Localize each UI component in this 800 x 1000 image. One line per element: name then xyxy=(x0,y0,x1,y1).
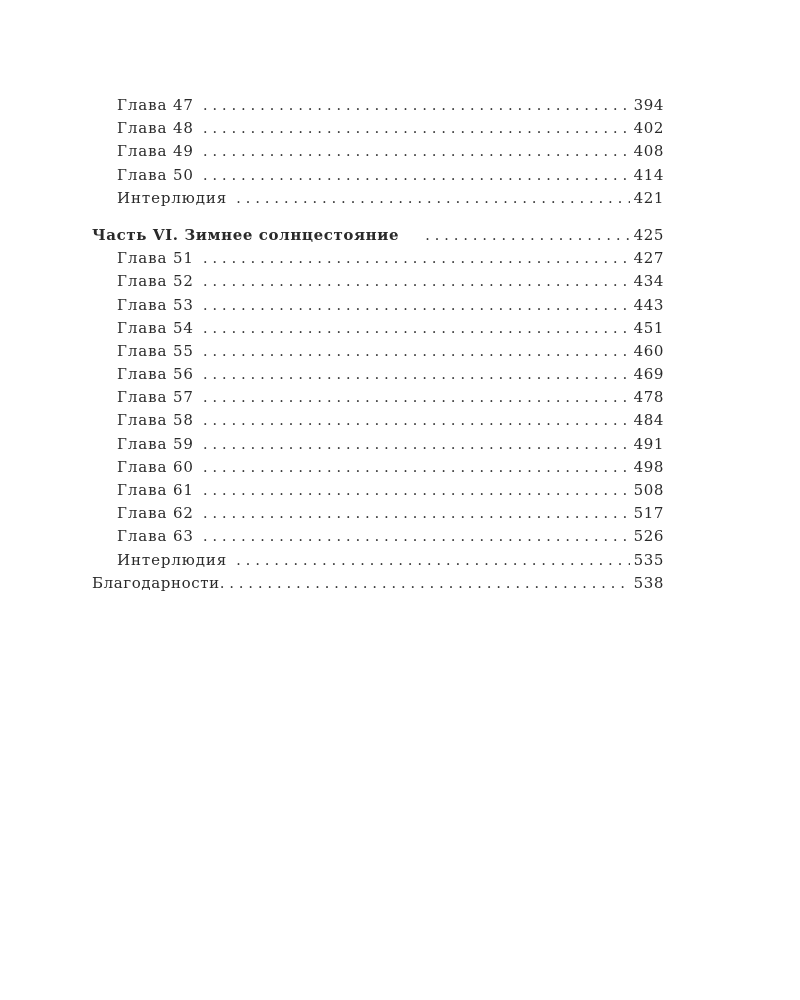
toc-entry-title: Глава 48 xyxy=(117,119,194,138)
toc-page-number: 535 xyxy=(633,550,664,569)
toc-page-number: 498 xyxy=(633,457,664,476)
toc-entry xyxy=(92,409,664,432)
toc-entry xyxy=(92,456,664,479)
toc-entry xyxy=(92,525,664,548)
dot-leader xyxy=(203,164,630,187)
dot-leader xyxy=(236,549,629,572)
dot-leader xyxy=(220,572,630,595)
toc-entry-title: Благодарности xyxy=(92,573,220,592)
toc-entry xyxy=(92,433,664,456)
toc-entry-title: Глава 58 xyxy=(117,411,194,430)
dot-leader xyxy=(236,187,629,210)
toc-entry xyxy=(92,549,664,572)
dot-leader xyxy=(203,479,630,502)
toc-page-number: 451 xyxy=(633,318,664,337)
toc-page-number: 491 xyxy=(633,434,664,453)
table-of-contents xyxy=(92,94,664,595)
toc-page-number: 425 xyxy=(633,225,664,244)
toc-entry-title: Глава 61 xyxy=(117,481,194,499)
toc-entry-title: Интерлюдия xyxy=(117,550,228,569)
dot-leader xyxy=(203,386,630,409)
toc-entry-title: Глава 51 xyxy=(117,249,194,268)
toc-page-number: 421 xyxy=(633,188,664,207)
toc-entry xyxy=(92,164,664,187)
dot-leader xyxy=(203,433,630,456)
toc-entry xyxy=(92,479,664,502)
toc-entry-acknowledgements xyxy=(92,572,664,595)
toc-page-number: 434 xyxy=(633,272,664,291)
toc-page-number: 538 xyxy=(633,573,664,592)
dot-leader xyxy=(203,317,630,340)
toc-entry-title: Интерлюдия xyxy=(117,188,228,207)
toc-page-number: 443 xyxy=(633,295,664,314)
toc-entry-title: Глава 63 xyxy=(117,527,194,546)
toc-entry-title: Глава 56 xyxy=(117,365,194,384)
toc-part-heading xyxy=(92,224,664,247)
toc-entry xyxy=(92,340,664,363)
dot-leader xyxy=(425,224,629,247)
toc-page-number: 508 xyxy=(633,481,664,499)
toc-entry xyxy=(92,502,664,525)
dot-leader xyxy=(203,340,630,363)
toc-page-number: 484 xyxy=(633,411,664,430)
toc-entry-title: Глава 52 xyxy=(117,272,194,291)
toc-entry-title: Глава 62 xyxy=(117,504,194,523)
dot-leader xyxy=(203,270,630,293)
toc-page-number: 478 xyxy=(633,388,664,407)
toc-page-number: 469 xyxy=(633,365,664,384)
dot-leader xyxy=(203,117,630,140)
toc-entry-title: Глава 59 xyxy=(117,434,194,453)
dot-leader xyxy=(203,502,630,525)
toc-entry xyxy=(92,187,664,210)
toc-entry-title: Глава 47 xyxy=(117,96,194,114)
dot-leader xyxy=(203,247,630,270)
toc-entry-title: Глава 54 xyxy=(117,318,194,337)
toc-entry-title: Глава 57 xyxy=(117,388,194,407)
toc-entry xyxy=(92,317,664,340)
toc-page-number: 394 xyxy=(633,96,664,114)
toc-entry xyxy=(92,94,664,117)
dot-leader xyxy=(203,363,630,386)
dot-leader xyxy=(203,525,630,548)
toc-entry xyxy=(92,386,664,409)
dot-leader xyxy=(203,456,630,479)
toc-page-number: 414 xyxy=(633,165,664,184)
toc-entry-title: Глава 60 xyxy=(117,457,194,476)
toc-page-number: 526 xyxy=(633,527,664,546)
dot-leader xyxy=(203,94,630,117)
toc-page-number: 460 xyxy=(633,341,664,360)
toc-page-number: 517 xyxy=(633,504,664,523)
toc-entry xyxy=(92,117,664,140)
toc-entry xyxy=(92,140,664,163)
toc-entry-title: Глава 49 xyxy=(117,142,194,161)
toc-page-number: 408 xyxy=(633,142,664,161)
toc-entry-title: Глава 50 xyxy=(117,165,194,184)
toc-page-number: 402 xyxy=(633,119,664,138)
dot-leader xyxy=(203,294,630,317)
toc-entry-title: Глава 55 xyxy=(117,341,194,360)
toc-entry xyxy=(92,363,664,386)
toc-entry xyxy=(92,247,664,270)
dot-leader xyxy=(203,409,630,432)
toc-entry-title: Глава 53 xyxy=(117,295,194,314)
toc-entry xyxy=(92,270,664,293)
toc-page-number: 427 xyxy=(633,249,664,268)
dot-leader xyxy=(203,140,630,163)
toc-entry-title: Часть VI. Зимнее солнцестояние xyxy=(92,225,400,244)
toc-entry xyxy=(92,294,664,317)
